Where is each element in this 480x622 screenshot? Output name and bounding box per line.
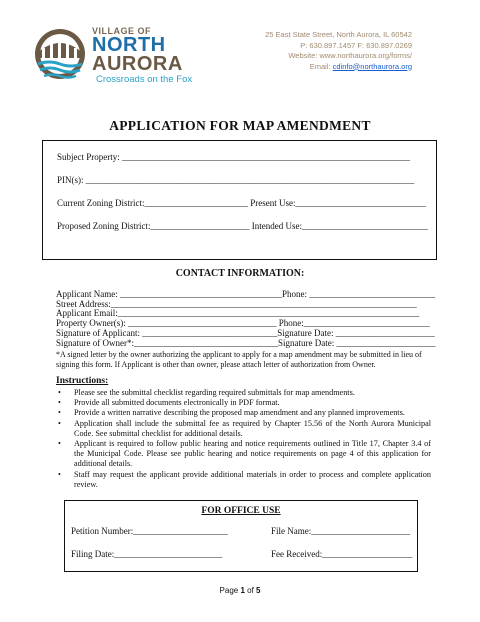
office-use-heading: FOR OFFICE USE <box>201 506 281 516</box>
applicant-name-field[interactable]: Applicant Name: ____________________________________Phone: ____________________________ <box>56 289 436 299</box>
fee-received-field[interactable]: Fee Received:____________________ <box>271 549 413 559</box>
filing-date-field[interactable]: Filing Date:________________________ <box>71 549 223 559</box>
instruction-item: • Staff may request the applicant provide additional materials in order to process and complete application review. <box>58 469 431 489</box>
bullet-icon: • <box>58 408 61 418</box>
village-contact-block <box>265 30 412 72</box>
address-text: 25 East State Street, North Aurora, IL 60542 <box>265 30 412 39</box>
bullet-icon: • <box>58 388 61 397</box>
bullet-icon: • <box>58 418 61 428</box>
bullet-icon: • <box>58 398 61 408</box>
instructions-list <box>56 388 431 490</box>
owner-signature-field[interactable]: Signature of Owner*:________________________________Signature Date: ______________________ <box>56 338 436 348</box>
website-text: Website: www.northaurora.org/forms/ <box>288 51 412 60</box>
email-row <box>265 62 412 73</box>
instruction-item: • Applicant is required to follow public hearing and notice requirements outlined in Title 17, Chapter 3.4 of the Municipal Code. Please see public hearing and notice requirements on page 4 of this application for additional details. <box>58 439 431 469</box>
logo-north: NORTH <box>92 34 166 56</box>
proposed-zoning-field[interactable]: Proposed Zoning District:______________________ Intended Use:____________________________ <box>57 221 428 231</box>
logo-aurora: AURORA <box>92 53 183 75</box>
page-number: Page 1 of 5 <box>219 586 261 595</box>
instruction-item: • Provide all submitted documents electronically in PDF format. <box>58 398 280 408</box>
phone-fax-text: P: 630.897.1457 F: 630.897.0269 <box>300 40 412 50</box>
email-link[interactable]: cdinfo@northaurora.org <box>332 61 412 71</box>
street-address-field[interactable]: Street Address:____________________________________________________________________ <box>56 299 417 309</box>
petition-number-field[interactable]: Petition Number:_____________________ <box>71 526 228 536</box>
instructions-heading: Instructions: <box>56 376 109 386</box>
instruction-item: • Provide a written narrative describing the proposed map amendment and any planned improvements. <box>58 408 405 418</box>
contact-info-heading: CONTACT INFORMATION: <box>175 268 305 279</box>
file-name-field[interactable]: File Name:______________________ <box>271 526 411 536</box>
office-use-box <box>64 500 418 572</box>
applicant-email-field[interactable]: Applicant Email:___________________________________________________________________ <box>56 308 420 318</box>
applicant-signature-field[interactable]: Signature of Applicant: ______________________________Signature Date: ______________________ <box>56 328 435 338</box>
page-title: APPLICATION FOR MAP AMENDMENT <box>109 118 371 133</box>
owner-authorization-note: *A signed letter by the owner authorizing the applicant to apply for a map amendment may be submitted in lieu of signing this form. If Applicant is other than owner, please attach letter of authorization from Owner. <box>56 350 422 369</box>
logo-village-of: VILLAGE OF <box>92 26 151 36</box>
current-zoning-field[interactable]: Current Zoning District:_______________________ Present Use:_____________________________ <box>57 198 426 208</box>
pins-field[interactable]: PIN(s): _________________________________________________________________________ <box>57 175 415 185</box>
logo-tagline: Crossroads on the Fox <box>96 74 193 85</box>
subject-property-field[interactable]: Subject Property: ________________________________________________________________ <box>57 152 410 162</box>
email-label: Email: <box>309 61 333 71</box>
bullet-icon: • <box>58 439 61 449</box>
property-owner-field[interactable]: Property Owner(s): _________________________________ Phone:____________________________ <box>56 318 430 328</box>
instruction-item: • Application shall include the submittal fee as required by Chapter 15.56 of the North Aurora Municipal Code. See submittal checklist for additional details. <box>58 418 431 438</box>
bridge-emblem-icon <box>32 28 88 86</box>
property-info-box <box>42 140 437 260</box>
instruction-item: • Please see the submittal checklist regarding required submittals for map amendments. <box>58 388 355 397</box>
bullet-icon: • <box>58 469 61 479</box>
village-logo <box>32 26 202 90</box>
